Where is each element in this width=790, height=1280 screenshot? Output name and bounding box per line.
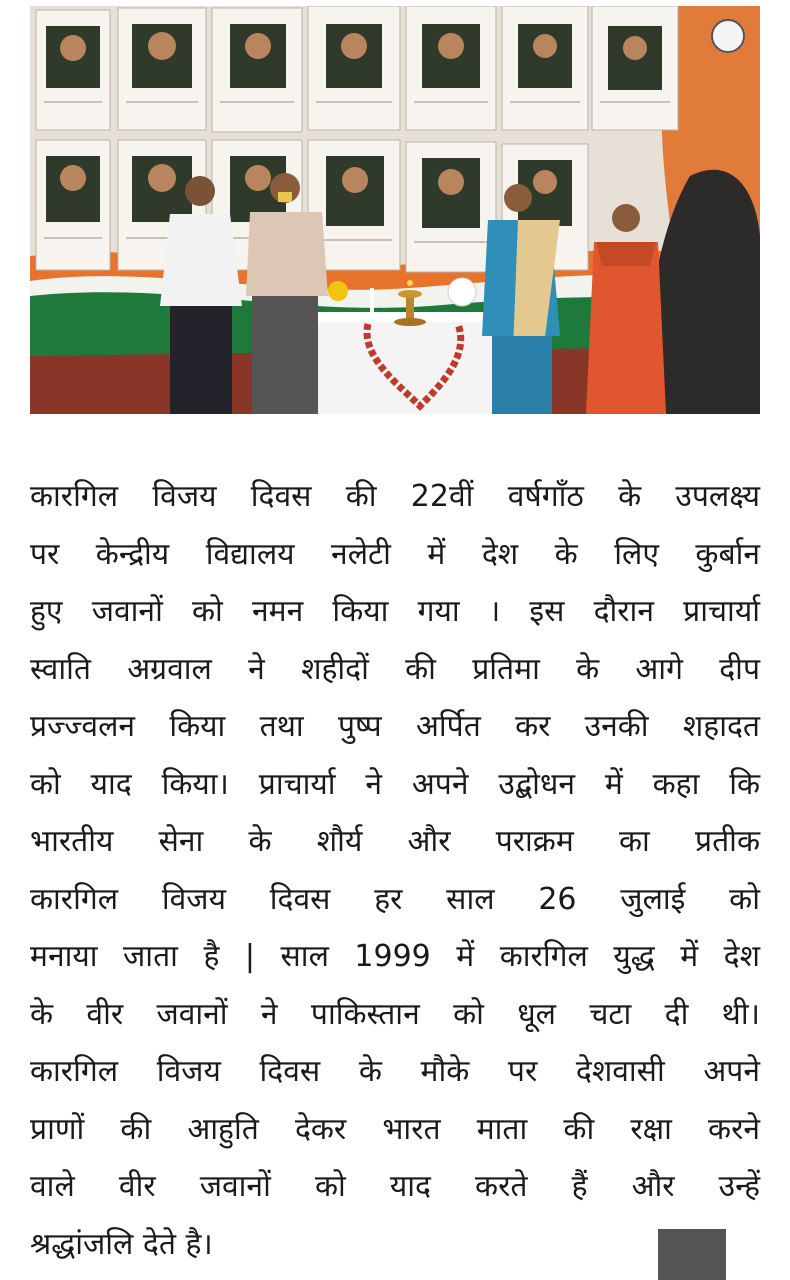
article-line: कारगिल विजय दिवस की 22वीं वर्षगाँठ के उपलक्ष्य <box>30 479 760 514</box>
article-body <box>30 468 760 1273</box>
article-line: पर केन्द्रीय विद्यालय नलेटी में देश के लिए कुर्बान <box>30 536 760 572</box>
article-line: कारगिल विजय दिवस हर साल 26 जुलाई को <box>30 881 760 917</box>
article-line: वाले वीर जवानों को याद करते हैं और उन्हें <box>30 1169 760 1204</box>
article-line: मनाया जाता है | साल 1999 में कारगिल युद्ध में देश <box>30 939 760 974</box>
article-line: प्रज्ज्वलन किया तथा पुष्प अर्पित कर उनकी शहादत <box>30 709 760 744</box>
article-line: प्राणों की आहुति देकर भारत माता की रक्षा करने <box>30 1111 760 1147</box>
scroll-to-top-button[interactable] <box>658 1229 726 1280</box>
clock-icon <box>712 20 744 52</box>
article-line: स्वाति अग्रवाल ने शहीदों की प्रतिमा के आगे दीप <box>30 651 760 687</box>
article-line: कारगिल विजय दिवस के मौके पर देशवासी अपने <box>30 1054 760 1089</box>
article-line: के वीर जवानों ने पाकिस्तान को धूल चटा दी थी। <box>30 996 760 1032</box>
article-line: को याद किया। प्राचार्या ने अपने उद्बोधन में कहा कि <box>30 766 760 802</box>
article-line: भारतीय सेना के शौर्य और पराक्रम का प्रतीक <box>30 824 760 859</box>
article-line: श्रद्धांजलि देते है। <box>30 1226 213 1262</box>
event-photo <box>30 6 760 414</box>
article-line: हुए जवानों को नमन किया गया । इस दौरान प्राचार्या <box>30 594 760 629</box>
